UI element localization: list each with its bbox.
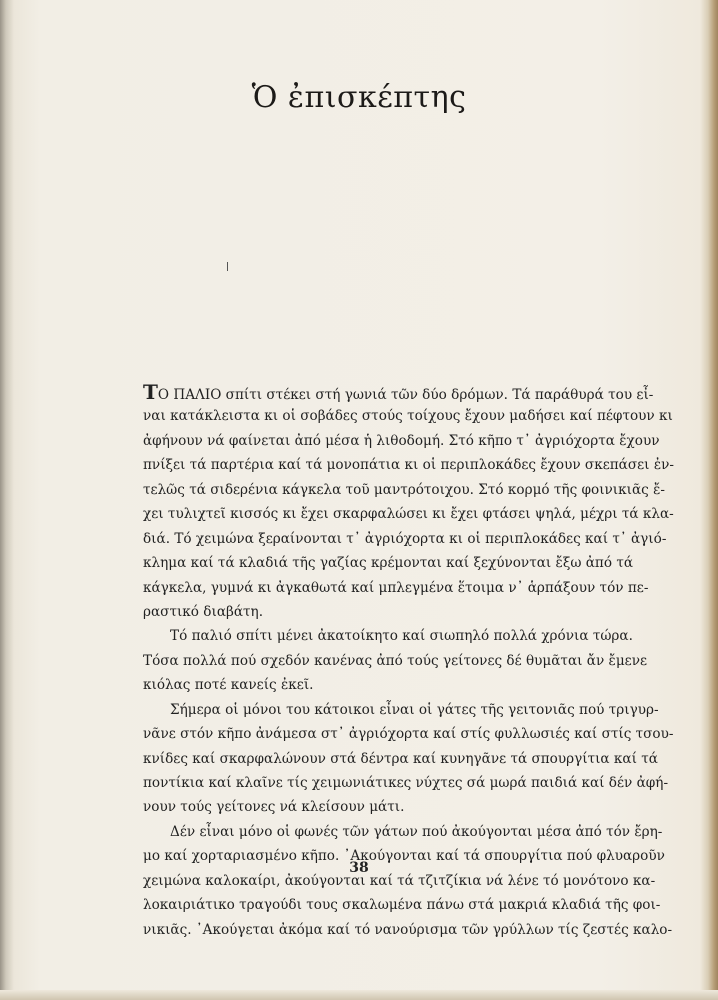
drop-cap: Τ bbox=[143, 380, 158, 404]
text-line: κνίδες καί σκαρφαλώνουν στά δέντρα καί κυνηγᾶνε τά σπουργίτια καί τά bbox=[143, 750, 658, 767]
text-line: κιόλας ποτέ κανείς ἐκεῖ. bbox=[143, 677, 314, 694]
text-line: διά. Τό χειμώνα ξεραίνονται τ᾽ ἀγριόχορτα κι οἱ περιπλοκάδες καί τ᾽ ἀγιό- bbox=[143, 530, 667, 547]
page-number: 38 bbox=[349, 860, 369, 876]
page-bottom-edge bbox=[0, 990, 718, 1000]
text-line: χειμώνα καλοκαίρι, ἀκούγονται καί τά τζιτζίκια νά λένε τό μονότονο κα- bbox=[143, 872, 656, 889]
body-text bbox=[143, 380, 674, 942]
text-line bbox=[143, 380, 654, 404]
text-line: ἀφήνουν νά φαίνεται ἀπό μέσα ἡ λιθοδομή. Στό κῆπο τ᾽ ἀγριόχορτα ἔχουν bbox=[143, 432, 660, 449]
text-line: κλημα καί τά κλαδιά τῆς γαζίας κρέμονται καί ξεχύνονται ἔξω ἀπό τά bbox=[143, 555, 634, 572]
text-line: νᾶνε στόν κῆπο ἀνάμεσα στ᾽ ἀγριόχορτα καί στίς φυλλωσιές καί στίς τσου- bbox=[143, 726, 674, 743]
text-line: ραστικό διαβάτη. bbox=[143, 603, 264, 620]
text-line: μο καί χορταριασμένο κῆπο. ᾽Ακούγονται καί τά σπουργίτια πού φλυαροῦν bbox=[143, 848, 665, 865]
text-line: Τό παλιό σπίτι μένει ἀκατοίκητο καί σιωπηλό πολλά χρόνια τώρα. bbox=[170, 628, 633, 645]
text-line: λοκαιριάτικο τραγούδι τους σκαλωμένα πάνω στά μακριά κλαδιά τῆς φοι- bbox=[143, 897, 661, 914]
text-line: ποντίκια καί κλαῖνε τίς χειμωνιάτικες νύχτες σά μωρά παιδιά καί δέν ἀφή- bbox=[143, 775, 669, 791]
text-line: τελῶς τά σιδερένια κάγκελα τοῦ μαντρότοιχου. Στό κορμό τῆς φοινικιᾶς ἔ- bbox=[143, 481, 665, 498]
text-line: χει τυλιχτεῖ κισσός κι ἔχει σκαρφαλώσει κι ἔχει φτάσει ψηλά, μέχρι τά κλα- bbox=[143, 506, 674, 523]
chapter-title: Ὁ ἐπισκέπτης bbox=[251, 80, 467, 115]
text-line: κάγκελα, γυμνά κι ἀγκαθωτά καί μπλεγμένα ἕτοιμα ν᾽ ἁρπάξουν τόν πε- bbox=[143, 579, 649, 596]
text-line: Σήμερα οἱ μόνοι του κάτοικοι εἶναι οἱ γάτες τῆς γειτονιᾶς πού τριγυρ- bbox=[170, 701, 659, 718]
text-line: νουν τούς γείτονες νά κλείσουν μάτι. bbox=[143, 799, 405, 816]
text-line-content: Ο ΠΑΛΙΟ σπίτι στέκει στή γωνιά τῶν δύο δρόμων. Τά παράθυρά του εἶ- bbox=[157, 387, 654, 403]
text-line: Δέν εἶναι μόνο οἱ φωνές τῶν γάτων πού ἀκούγονται μέσα ἀπό τόν ἔρη- bbox=[170, 823, 663, 840]
text-line: ναι κατάκλειστα κι οἱ σοβάδες στούς τοίχους ἔχουν μαδήσει καί πέφτουν κι bbox=[143, 408, 673, 425]
text-line: Τόσα πολλά πού σχεδόν κανένας ἀπό τούς γείτονες δέ θυμᾶται ἄν ἔμενε bbox=[143, 652, 648, 669]
text-line: νικιᾶς. ᾽Ακούγεται ἀκόμα καί τό νανούρισμα τῶν γρύλλων τίς ζεστές καλο- bbox=[143, 921, 673, 938]
ink-mark bbox=[227, 262, 228, 271]
text-line: πνίξει τά παρτέρια καί τά μονοπάτια κι οἱ περιπλοκάδες ἔχουν σκεπάσει ἐν- bbox=[143, 457, 674, 474]
